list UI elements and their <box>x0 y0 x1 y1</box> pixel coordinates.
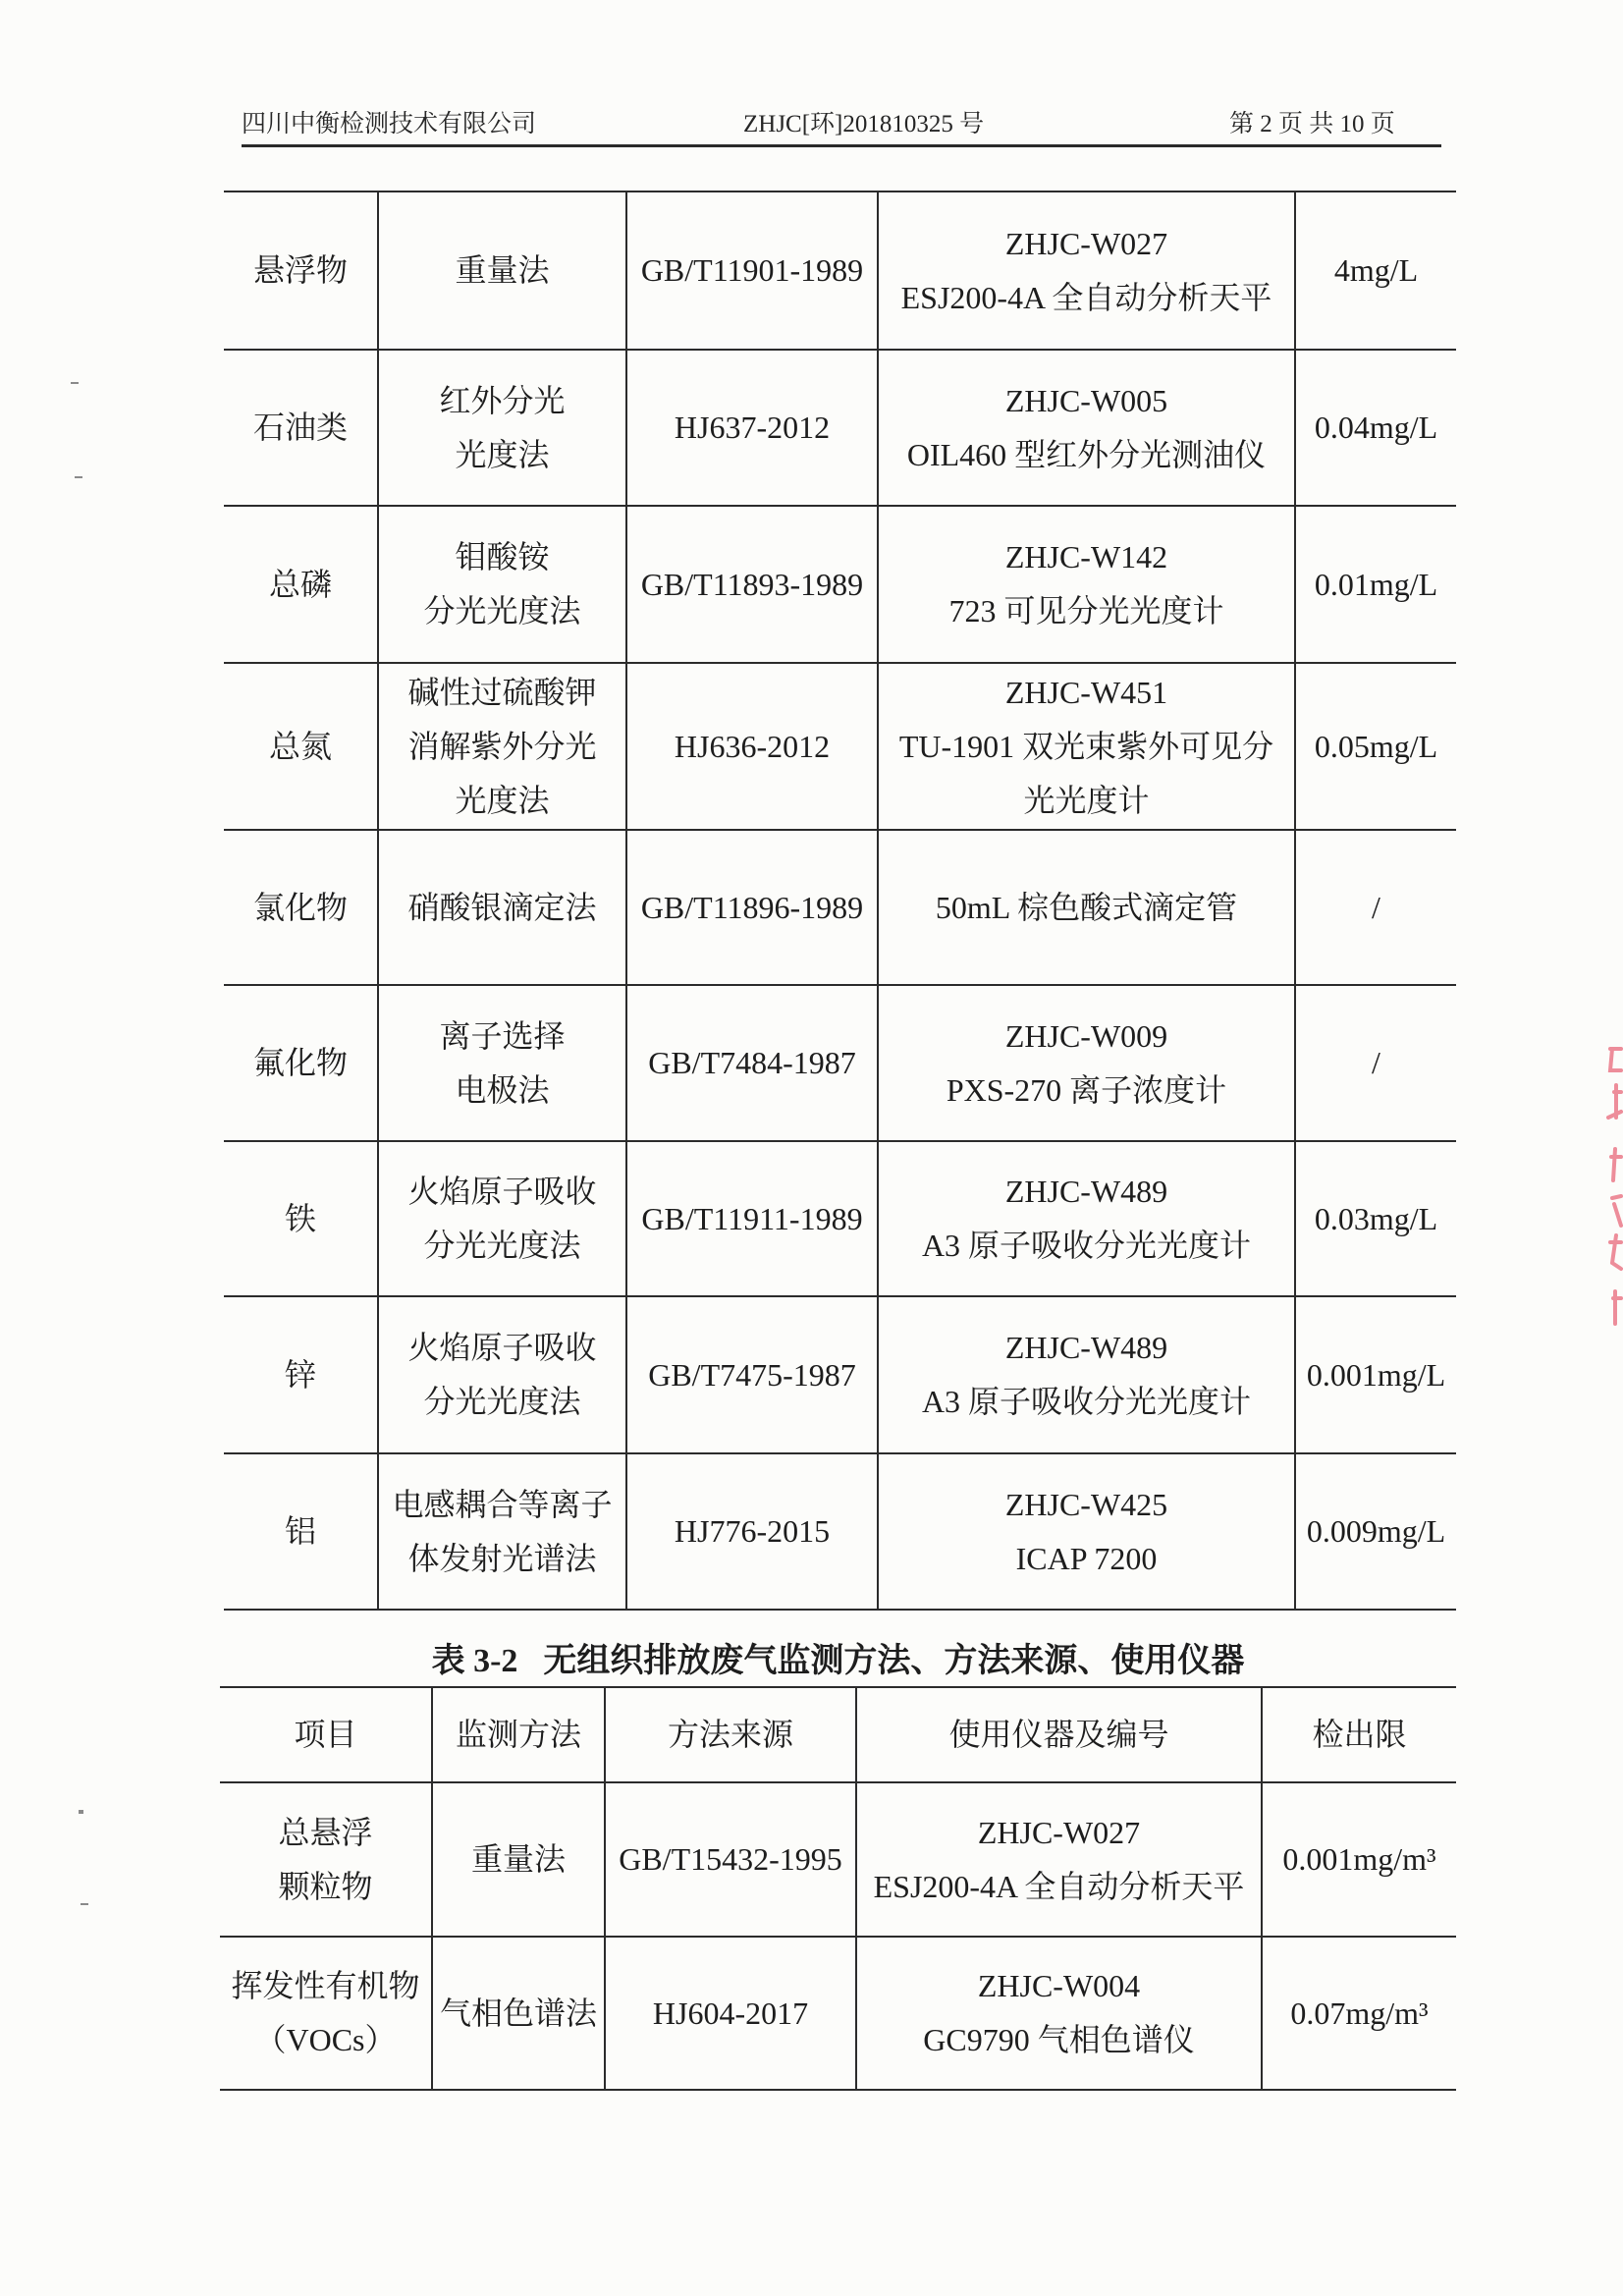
instrument-line: ZHJC-W027 <box>1004 225 1168 261</box>
water-methods-table <box>224 191 1456 1611</box>
method-line: 电极法 <box>455 1071 550 1108</box>
source-cell: GB/T11911-1989 <box>626 1141 878 1296</box>
instrument-cell <box>878 1453 1295 1610</box>
table-row <box>224 663 1456 830</box>
instrument-cell <box>856 1782 1262 1937</box>
instrument-cell <box>878 830 1295 985</box>
limit-cell: 0.05mg/L <box>1295 663 1456 830</box>
method-cell <box>378 830 626 985</box>
instrument-line: ESJ200-4A 全自动分析天平 <box>900 279 1272 315</box>
table-row <box>224 1453 1456 1610</box>
limit-cell: 0.001mg/L <box>1295 1296 1456 1453</box>
item-line: 挥发性有机物 <box>231 1968 420 2003</box>
seal-fragment <box>1589 1041 1623 1336</box>
limit-cell: 0.009mg/L <box>1295 1453 1456 1610</box>
item-cell: 总氮 <box>224 663 378 830</box>
instrument-line: ZHJC-W451 <box>1004 674 1168 710</box>
table-title-label: 表 3-2 <box>431 1643 518 1679</box>
instrument-line: OIL460 型红外分光测油仪 <box>906 436 1267 472</box>
method-line: 电感耦合等离子 <box>392 1486 613 1522</box>
instrument-line: ZHJC-W489 <box>1004 1174 1168 1209</box>
method-line: 钼酸铵 <box>455 539 550 574</box>
method-line: 重量法 <box>455 252 550 288</box>
instrument-cell <box>878 985 1295 1141</box>
source-cell: GB/T15432-1995 <box>605 1782 856 1937</box>
method-line: 火焰原子吸收 <box>407 1330 597 1365</box>
item-line: （VOCs） <box>254 2022 397 2057</box>
method-cell <box>378 350 626 506</box>
method-line: 气相色谱法 <box>439 1995 597 2031</box>
instrument-cell <box>856 1937 1262 2090</box>
method-line: 光度法 <box>455 436 550 472</box>
instrument-line: 50mL 棕色酸式滴定管 <box>935 889 1238 925</box>
method-line: 光度法 <box>455 782 550 818</box>
item-cell <box>220 1782 432 1937</box>
company-name: 四川中衡检测技术有限公司 <box>242 111 537 137</box>
header-divider <box>242 144 1441 147</box>
limit-cell: 0.001mg/m³ <box>1262 1782 1456 1937</box>
page-number: 第 2 页 共 10 页 <box>1229 111 1395 137</box>
source-cell: GB/T11893-1989 <box>626 506 878 663</box>
scan-mark <box>75 476 82 478</box>
table-row <box>224 1141 1456 1296</box>
item-cell <box>220 1937 432 2090</box>
instrument-line: ZHJC-W005 <box>1004 382 1168 418</box>
column-header-limit: 检出限 <box>1262 1687 1456 1782</box>
item-cell: 氟化物 <box>224 985 378 1141</box>
method-cell <box>432 1782 605 1937</box>
method-line: 体发射光谱法 <box>407 1540 597 1576</box>
method-line: 分光光度法 <box>423 593 581 629</box>
table-title <box>220 1637 1456 1686</box>
instrument-cell <box>878 1296 1295 1453</box>
method-line: 红外分光 <box>439 382 566 418</box>
item-line: 颗粒物 <box>278 1868 373 1904</box>
method-cell <box>378 1141 626 1296</box>
column-header-instrument: 使用仪器及编号 <box>856 1687 1262 1782</box>
instrument-cell <box>878 350 1295 506</box>
method-line: 分光光度法 <box>423 1384 581 1419</box>
limit-cell: / <box>1295 985 1456 1141</box>
instrument-line: ZHJC-W027 <box>977 1814 1141 1850</box>
instrument-line: ESJ200-4A 全自动分析天平 <box>873 1868 1245 1904</box>
method-line: 分光光度法 <box>423 1228 581 1263</box>
instrument-cell <box>878 663 1295 830</box>
instrument-line: ZHJC-W142 <box>1004 539 1168 574</box>
instrument-line: ZHJC-W489 <box>1004 1330 1168 1365</box>
table-title-text: 无组织排放废气监测方法、方法来源、使用仪器 <box>543 1643 1245 1679</box>
column-header-method: 监测方法 <box>432 1687 605 1782</box>
table-row <box>224 191 1456 350</box>
table-header-row <box>220 1687 1456 1782</box>
instrument-line: ZHJC-W009 <box>1004 1017 1168 1054</box>
limit-cell: 0.04mg/L <box>1295 350 1456 506</box>
table-row <box>224 506 1456 663</box>
instrument-line: 光光度计 <box>1023 782 1150 818</box>
source-cell: GB/T11896-1989 <box>626 830 878 985</box>
method-cell <box>378 663 626 830</box>
instrument-line: ZHJC-W004 <box>977 1968 1141 2003</box>
item-cell: 悬浮物 <box>224 191 378 350</box>
table-row <box>224 350 1456 506</box>
table-row <box>220 1782 1456 1937</box>
source-cell: GB/T7484-1987 <box>626 985 878 1141</box>
method-line: 碱性过硫酸钾 <box>407 674 597 710</box>
method-cell <box>378 1453 626 1610</box>
instrument-line: PXS-270 离子浓度计 <box>946 1071 1227 1108</box>
source-cell: HJ637-2012 <box>626 350 878 506</box>
instrument-line: 723 可见分光光度计 <box>948 593 1224 629</box>
scan-mark <box>79 1810 83 1814</box>
instrument-line: A3 原子吸收分光光度计 <box>921 1384 1252 1419</box>
method-line: 火焰原子吸收 <box>407 1174 597 1209</box>
limit-cell: 4mg/L <box>1295 191 1456 350</box>
scan-mark <box>71 382 79 384</box>
instrument-line: A3 原子吸收分光光度计 <box>921 1228 1252 1263</box>
instrument-line: ZHJC-W425 <box>1004 1486 1168 1522</box>
method-line: 硝酸银滴定法 <box>407 889 597 925</box>
source-cell: HJ776-2015 <box>626 1453 878 1610</box>
item-cell: 总磷 <box>224 506 378 663</box>
method-line: 离子选择 <box>439 1017 566 1054</box>
limit-cell: 0.01mg/L <box>1295 506 1456 663</box>
column-header-source: 方法来源 <box>605 1687 856 1782</box>
method-cell <box>378 191 626 350</box>
limit-cell: 0.03mg/L <box>1295 1141 1456 1296</box>
table-row <box>220 1937 1456 2090</box>
instrument-line: ICAP 7200 <box>1015 1540 1158 1576</box>
method-cell <box>378 506 626 663</box>
air-methods-table <box>220 1686 1456 2091</box>
instrument-cell <box>878 1141 1295 1296</box>
method-line: 重量法 <box>470 1841 566 1877</box>
report-number: ZHJC[环]201810325 号 <box>743 111 985 137</box>
item-line: 总悬浮 <box>278 1814 373 1850</box>
source-cell: HJ636-2012 <box>626 663 878 830</box>
table-row <box>224 985 1456 1141</box>
method-cell <box>378 1296 626 1453</box>
source-cell: HJ604-2017 <box>605 1937 856 2090</box>
table-row <box>224 830 1456 985</box>
instrument-line: GC9790 气相色谱仪 <box>923 2022 1195 2057</box>
instrument-cell <box>878 191 1295 350</box>
source-cell: GB/T7475-1987 <box>626 1296 878 1453</box>
method-cell <box>432 1937 605 2090</box>
item-cell: 氯化物 <box>224 830 378 985</box>
limit-cell: / <box>1295 830 1456 985</box>
method-line: 消解紫外分光 <box>407 728 597 764</box>
column-header-item: 项目 <box>220 1687 432 1782</box>
item-cell: 铝 <box>224 1453 378 1610</box>
instrument-cell <box>878 506 1295 663</box>
table-row <box>224 1296 1456 1453</box>
item-cell: 锌 <box>224 1296 378 1453</box>
scan-mark <box>81 1903 88 1905</box>
method-cell <box>378 985 626 1141</box>
limit-cell: 0.07mg/m³ <box>1262 1937 1456 2090</box>
item-cell: 石油类 <box>224 350 378 506</box>
source-cell: GB/T11901-1989 <box>626 191 878 350</box>
item-cell: 铁 <box>224 1141 378 1296</box>
instrument-line: TU-1901 双光束紫外可见分 <box>898 728 1274 764</box>
